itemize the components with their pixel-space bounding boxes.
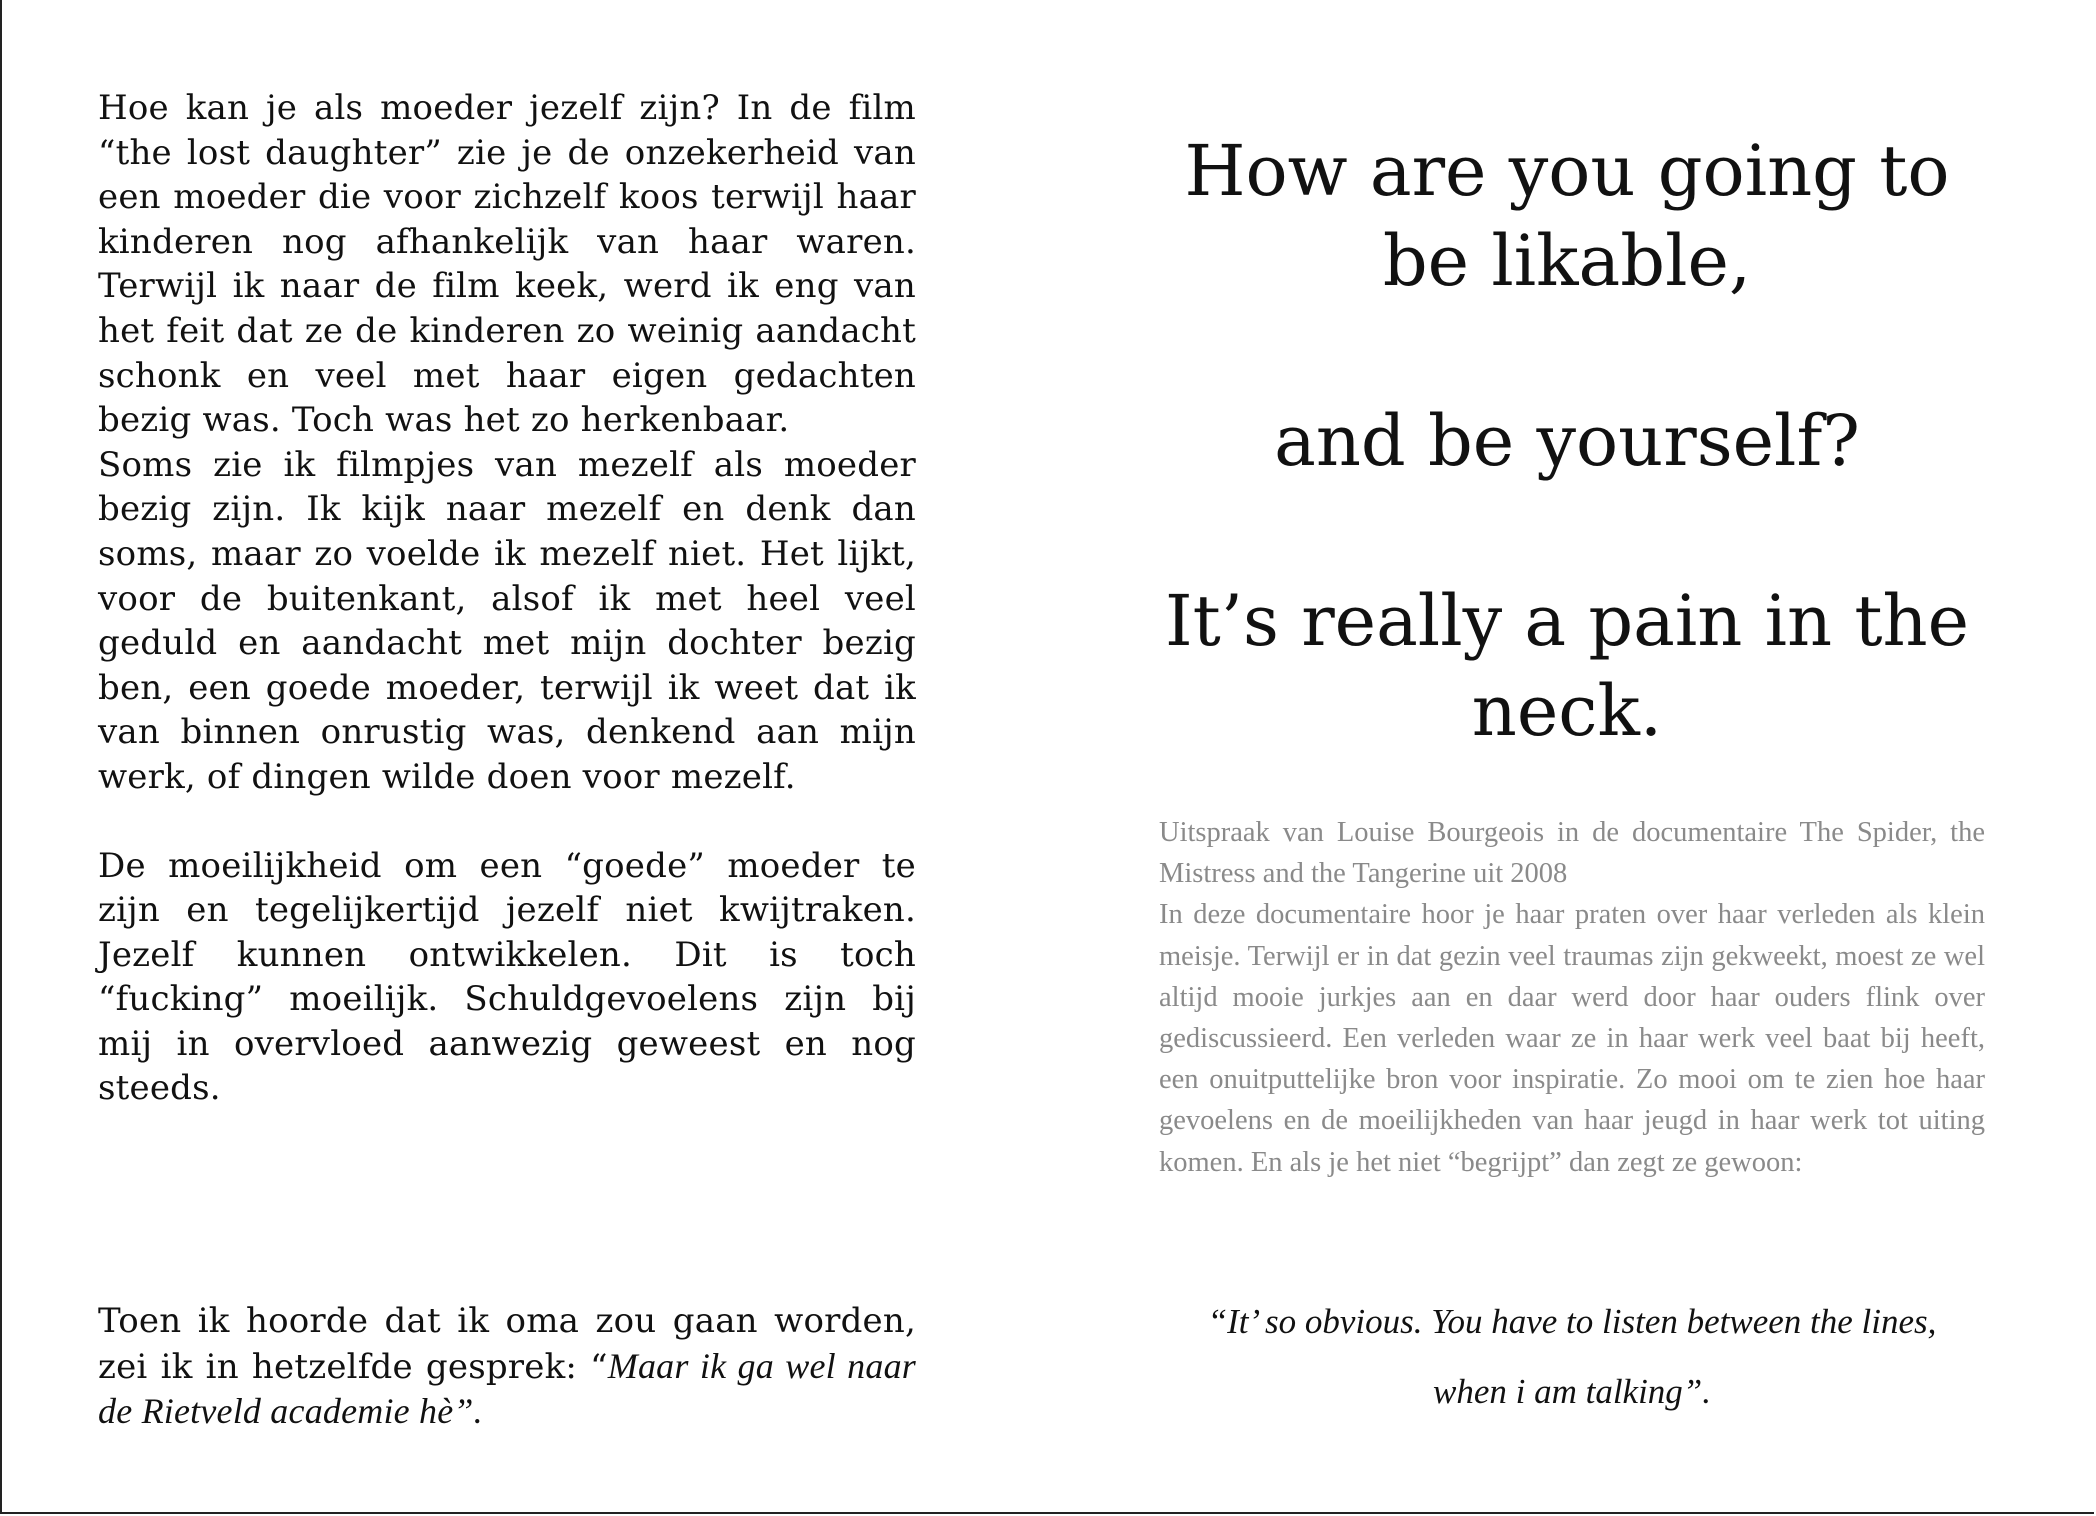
spacer xyxy=(1152,306,1982,396)
left-page-text xyxy=(98,86,916,1435)
quote-line-2: and be yourself? xyxy=(1274,400,1860,482)
paragraph-4 xyxy=(98,1299,916,1435)
closing-line-1: “It’ so obvious. You have to listen between the lines, xyxy=(1207,1302,1937,1341)
paragraph-4-italic-quote: Maar ik ga wel naar de Rietveld academie hè”. xyxy=(98,1345,916,1432)
description-body: In deze documentaire hoor je haar praten over haar verleden als klein meisje. Terwijl er in dat gezin veel traumas zijn gekweekt, moest ze wel altijd mooie jurkjes aan en daar werd door haar ouders flink over gediscussieerd. Een verleden waar ze in haar werk veel baat bij heeft, een onuitputtelijke bron voor inspiratie. Zo mooi om te zien hoe haar gevoelens en de moeilijkheden van haar jeugd in haar werk tot uiting komen. En als je het niet “begrijpt” dan zegt ze gewoon: xyxy=(1159,899,1985,1178)
spacer xyxy=(1152,486,1982,576)
spacer xyxy=(98,800,916,844)
quote-line-1: How are you going to be likable, xyxy=(1184,130,1950,302)
paragraph-2: Soms zie ik filmpjes van mezelf als moeder bezig zijn. Ik kijk naar mezelf en denk dan soms, maar zo voelde ik mezelf niet. Het lijkt, voor de buitenkant, alsof ik met heel veel geduld en aandacht met mijn dochter bezig ben, een goede moeder, terwijl ik weet dat ik van binnen onrustig was, denkend aan mijn werk, of dingen wilde doen voor mezelf. xyxy=(98,444,916,797)
quote-description xyxy=(1159,812,1985,1183)
closing-quote xyxy=(1159,1302,1985,1412)
closing-line-2: when i am talking”. xyxy=(1432,1372,1712,1411)
paragraph-4-text: Toen ik hoorde dat ik oma zou gaan worden, zei ik in hetzelfde gesprek: “ xyxy=(98,1301,916,1387)
quote-line-3: It’s really a pain in the neck. xyxy=(1164,580,1969,752)
description-source: Uitspraak van Louise Bourgeois in de documentaire The Spider, the Mistress and the Tangerine uit 2008 xyxy=(1159,817,1985,890)
featured-quote xyxy=(1152,126,1982,756)
paragraph-1: Hoe kan je als moeder jezelf zijn? In de film “the lost daughter” zie je de onzekerheid van een moeder die voor zichzelf koos terwijl haar kinderen nog afhankelijk van haar waren. Terwijl ik naar de film keek, werd ik eng van het feit dat ze de kinderen zo weinig aandacht schonk en veel met haar eigen gedachten bezig was. Toch was het zo herkenbaar. xyxy=(98,88,916,441)
paragraph-3: De moeilijkheid om een “goede” moeder te zijn en tegelijkertijd jezelf niet kwijtraken. Jezelf kunnen ontwikkelen. Dit is toch “fucking” moeilijk. Schuldgevoelens zijn bij mij in overvloed aanwezig geweest en nog steeds. xyxy=(98,845,916,1109)
spacer xyxy=(98,1111,916,1299)
